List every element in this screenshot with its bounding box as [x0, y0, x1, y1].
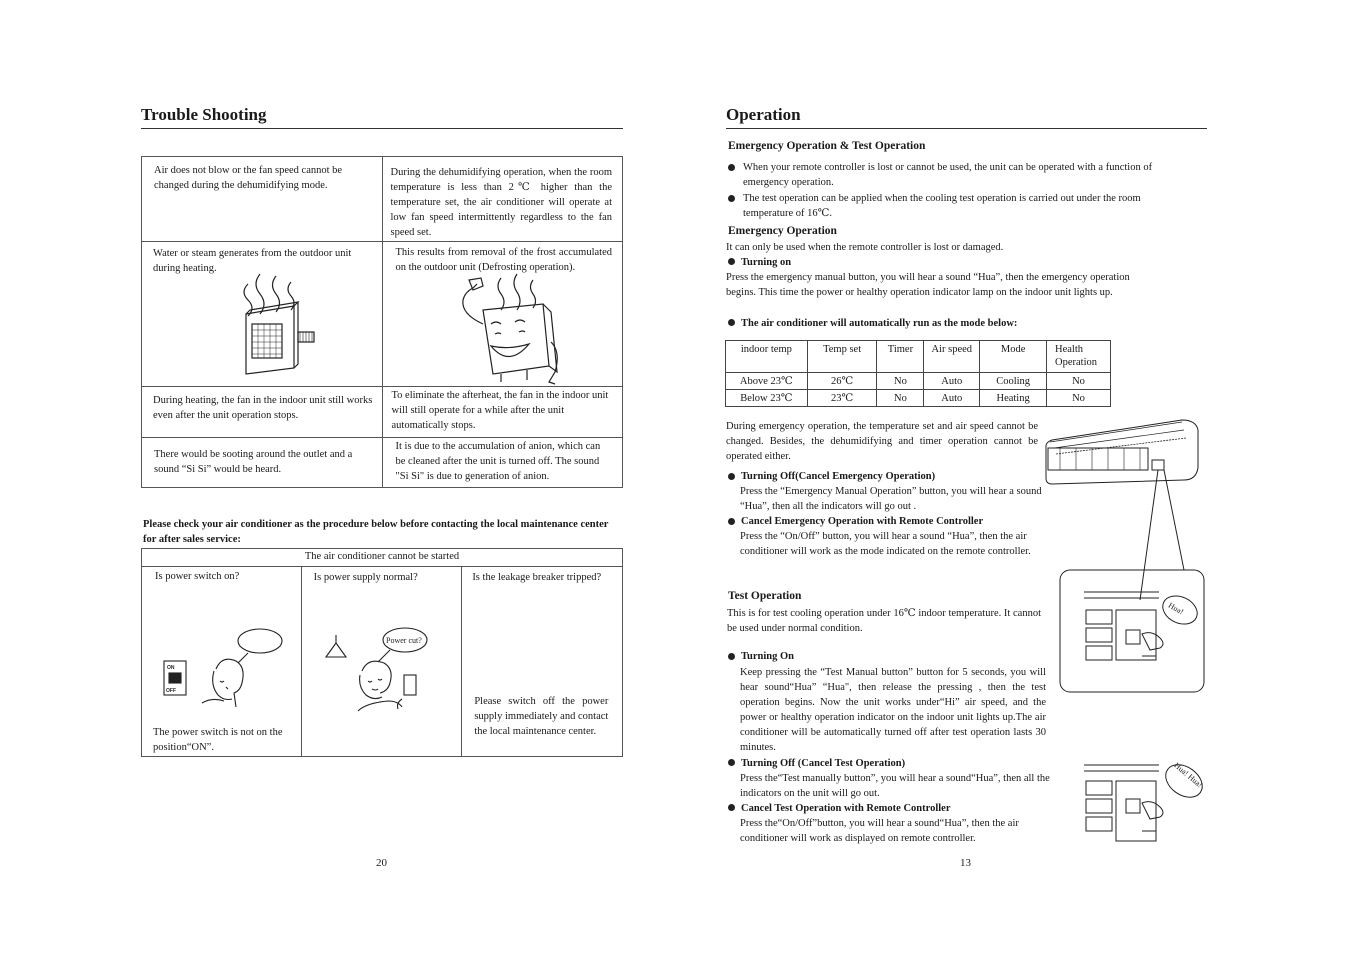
- test-turn-off-label: Turning Off (Cancel Test Operation): [741, 758, 906, 769]
- power-switch-illustration: [156, 607, 286, 707]
- page-title-operation: Operation: [726, 105, 801, 124]
- power-supply-illustration: [322, 605, 462, 715]
- test-turn-off-text: Press the“Test manually button”, you will hear a sound“Hua”, then all the indicators on the unit will go out.: [740, 773, 1050, 799]
- hua-hua-sound-text: Hua! Hua!: [1172, 760, 1205, 790]
- bullet-icon: [728, 518, 735, 525]
- table-row: [142, 567, 623, 757]
- test-button-zoom-illustration: [1082, 760, 1207, 845]
- bullet-icon: [728, 258, 735, 265]
- bullet-icon: [728, 653, 735, 660]
- bullet-icon: [728, 473, 735, 480]
- table-cell: No: [877, 390, 924, 407]
- during-emergency-text: During emergency operation, the temperature set and air speed cannot be changed. Besides, the dehumidifying and timer operation cannot be operated either.: [726, 421, 1038, 462]
- table-cell: Below 23℃: [726, 390, 808, 407]
- problem-cell: Water or steam generates from the outdoor unit during heating.: [142, 242, 383, 387]
- power-cut-bubble-text: Power cut?: [385, 636, 422, 645]
- bullet-icon: [728, 195, 735, 202]
- table-row: [142, 242, 623, 387]
- table-cell: No: [877, 373, 924, 390]
- table-cell: Cooling: [980, 373, 1047, 390]
- emergency-mode-table: [725, 340, 1111, 407]
- title-rule: [726, 128, 1207, 129]
- title-rule: [141, 128, 623, 129]
- hua-sound-text: Hua!: [1166, 600, 1186, 617]
- table-cell: Heating: [980, 390, 1047, 407]
- cancel-remote-label: Cancel Emergency Operation with Remote Controller: [741, 516, 984, 527]
- bullet-icon: [728, 319, 735, 326]
- table-row: [142, 438, 623, 488]
- table-cell: 26℃: [807, 373, 877, 390]
- page-title-trouble-shooting: Trouble Shooting: [141, 105, 267, 124]
- test-cancel-text: Press the“On/Off”button, you will hear a sound“Hua”, then the air conditioner will work as displayed on remote controller.: [740, 818, 1019, 844]
- test-turning-on-text: Keep pressing the “Test Manual button” button for 5 seconds, you will hear sound“Hua” “Hua", then release the pressing , then the test operation begins. Now the unit works under“Hi” air speed, and the power or healthy operation indicator on the indoor unit lights up.The air conditioner will be automatically turned off after test operation lasts 30 minutes.: [740, 667, 1046, 753]
- test-turning-on-label: Turning On: [741, 651, 795, 662]
- header-cell: Temp set: [807, 341, 877, 373]
- check-cell-leakage-breaker: Is the leakage breaker tripped? Please switch off the power supply immediately and contact the local maintenance center.: [462, 567, 623, 757]
- test-heading: Test Operation: [728, 590, 802, 602]
- page-number-right: 13: [960, 857, 971, 869]
- test-cancel-label: Cancel Test Operation with Remote Controller: [741, 803, 951, 814]
- turn-off-text: Press the “Emergency Manual Operation” button, you will hear a sound “Hua”, then all the indicators will go out .: [740, 486, 1042, 512]
- header-cell: indoor temp: [726, 341, 808, 373]
- test-intro: This is for test cooling operation under 16℃ indoor temperature. It cannot be used under normal condition.: [727, 608, 1041, 634]
- problem-cell: There would be sooting around the outlet and a sound “Si Si” would be heard.: [142, 438, 383, 488]
- table-cell: Above 23℃: [726, 373, 808, 390]
- check-procedure-intro: Please check your air conditioner as the procedure below before contacting the local maintenance center for after sales service:: [143, 519, 609, 545]
- auto-mode-label: The air conditioner will automatically run as the mode below:: [741, 318, 1018, 329]
- outdoor-unit-steam-illustration: [236, 272, 336, 382]
- switch-on-label: ON: [167, 665, 175, 671]
- switch-off-label: OFF: [166, 688, 176, 694]
- turning-on-label: Turning on: [741, 257, 792, 268]
- table-cell: Auto: [924, 373, 980, 390]
- table-row: [726, 341, 1111, 373]
- header-cell: Timer: [877, 341, 924, 373]
- explanation-cell: To eliminate the afterheat, the fan in the indoor unit will still operate for a while after the unit automatically stops.: [382, 387, 623, 438]
- table-row: [726, 390, 1111, 407]
- section-heading: Emergency Operation & Test Operation: [728, 140, 926, 152]
- table-cell: No: [1047, 390, 1111, 407]
- bullet-icon: [728, 759, 735, 766]
- header-cell: Air speed: [924, 341, 980, 373]
- header-cell: Mode: [980, 341, 1047, 373]
- emergency-intro: It can only be used when the remote controller is lost or damaged.: [726, 242, 1004, 253]
- check-table: [141, 548, 623, 757]
- table-cell: No: [1047, 373, 1111, 390]
- table-row: [726, 373, 1111, 390]
- turning-on-text: Press the emergency manual button, you will hear a sound “Hua”, then the emergency operation begins. This time the power or healthy operation indicator lamp on the indoor unit lights up.: [726, 272, 1130, 298]
- explanation-cell: During the dehumidifying operation, when the room temperature is less than 2℃ higher than the temperature set, the air conditioner will operate at low fan speed intermittently regardless to the fan speed set.: [382, 157, 623, 242]
- trouble-shooting-table: [141, 156, 623, 488]
- page-number-left: 20: [376, 857, 387, 869]
- check-cell-power-supply: Is power supply normal? Power cut?: [301, 567, 462, 757]
- header-cell: Health Operation: [1047, 341, 1111, 373]
- intro-bullet-1: When your remote controller is lost or cannot be used, the unit can be operated with a function of emergency operation.: [743, 162, 1153, 188]
- emergency-heading: Emergency Operation: [728, 225, 837, 237]
- problem-cell: During heating, the fan in the indoor unit still works even after the unit operation stops.: [142, 387, 383, 438]
- table-row: [142, 157, 623, 242]
- turn-off-label: Turning Off(Cancel Emergency Operation): [741, 471, 936, 482]
- table-row: [142, 387, 623, 438]
- table-row: [142, 549, 623, 567]
- cancel-remote-text: Press the “On/Off” button, you will hear a sound “Hua”, then the air conditioner will work as the mode indicated on the remote controller.: [740, 531, 1031, 557]
- defrosting-unit-cartoon: [443, 272, 563, 382]
- emergency-button-zoom-illustration: [1082, 590, 1207, 670]
- table-cell: Auto: [924, 390, 980, 407]
- check-cell-power-switch: Is power switch on? ON OFF The power switch is not on the position“ON”.: [142, 567, 302, 757]
- check-table-header: The air conditioner cannot be started: [142, 549, 623, 567]
- explanation-cell: It is due to the accumulation of anion, which can be cleaned after the unit is turned off. The sound "Si Si" is due to generation of anion.: [382, 438, 623, 488]
- bullet-icon: [728, 164, 735, 171]
- intro-bullet-2: The test operation can be applied when the cooling test operation is carried out under the room temperature of 16℃.: [743, 193, 1141, 219]
- explanation-cell: This results from removal of the frost accumulated on the outdoor unit (Defrosting operation).: [382, 242, 623, 387]
- bullet-icon: [728, 804, 735, 811]
- table-cell: 23℃: [807, 390, 877, 407]
- problem-cell: Air does not blow or the fan speed cannot be changed during the dehumidifying mode.: [142, 157, 383, 242]
